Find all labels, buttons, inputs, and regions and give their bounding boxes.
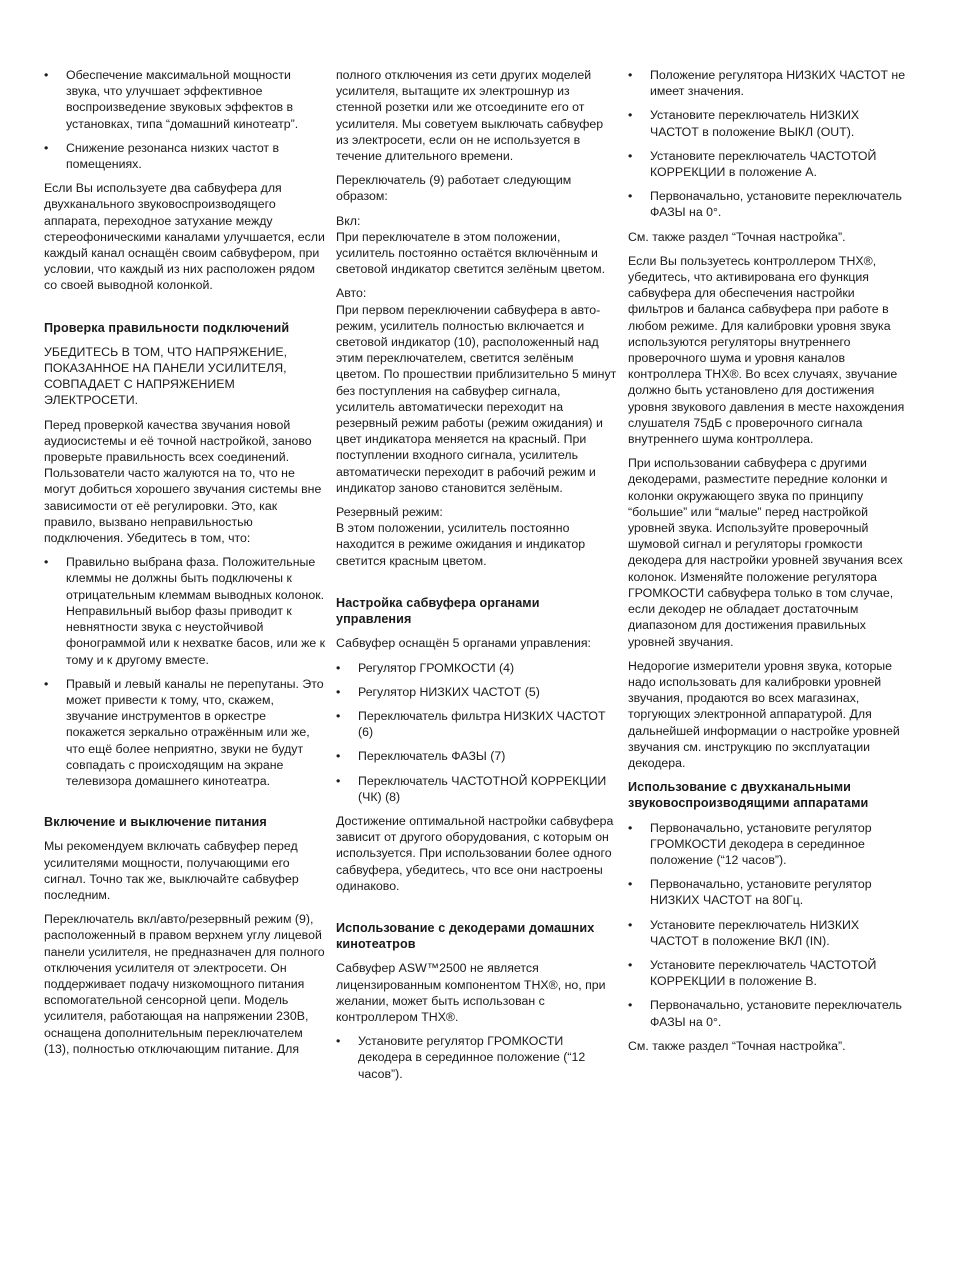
two-channel-list: [628, 820, 910, 1030]
list-item: • Переключатель ЧАСТОТНОЙ КОРРЕКЦИИ (ЧК) (8): [336, 773, 618, 805]
paragraph-optimal: Достижение оптимальной настройки сабвуфера зависит от другого оборудования, с которым он используется. При использовании более одного сабвуфера, убедитесь, что все они настроены одинаково.: [336, 813, 614, 893]
heading-decoders: Использование с декодерами домашних кинотеатров: [336, 920, 595, 952]
paragraph-other-decoders: При использовании сабвуфера с другими декодерами, разместите передние колонки и колонки окружающего звука по принципу “большие” или “малые” перед настройкой уровней звука. Используйте проверочный шумовой сигнал и регуляторы громкости декодера для настройки уровней звучания всех колонок. Изменяйте положение регулятора ГРОМКОСТИ сабвуфера только в том случае, если декодер не обладает достаточным диапазоном для достижения правильных уровней звучания.: [628, 456, 903, 649]
heading-check-connections: Проверка правильности подключений: [44, 320, 290, 335]
column-right: [628, 67, 910, 1062]
list-item: • Правый и левый каналы не перепутаны. Это может привести к тому, что, скажем, звучание инструментов в оркестре покажется зеркально отражённым или же, что ещё более неприятно, звуки не будут совпадать с происходящим на экране телевизора домашнего кинотеатра.: [44, 676, 326, 789]
heading-power: Включение и выключение питания: [44, 815, 267, 830]
list-item: • Установите переключатель ЧАСТОТОЙ КОРРЕКЦИИ в положение А.: [628, 148, 910, 180]
list-item: • Первоначально, установите регулятор ГРОМКОСТИ декодера в серединное положение (“12 часов”).: [628, 820, 910, 869]
list-item: • Переключатель фильтра НИЗКИХ ЧАСТОТ (6): [336, 708, 618, 740]
list-item: • Положение регулятора НИЗКИХ ЧАСТОТ не имеет значения.: [628, 67, 910, 99]
list-item: • Установите переключатель ЧАСТОТОЙ КОРРЕКЦИИ в положение В.: [628, 957, 910, 989]
paragraph-controls: Сабвуфер оснащён 5 органами управления:: [336, 636, 591, 651]
voltage-warning: УБЕДИТЕСЬ В ТОМ, ЧТО НАПРЯЖЕНИЕ, ПОКАЗАННОЕ НА ПАНЕЛИ УСИЛИТЕЛЯ, СОВПАДАЕТ С НАПРЯЖЕНИЕМ ЭЛЕКТРОСЕТИ.: [44, 344, 288, 408]
see-also-fine-tuning: См. также раздел “Точная настройка”.: [628, 229, 846, 244]
benefits-list: [44, 67, 326, 172]
list-item: • Правильно выбрана фаза. Положительные клеммы не должны быть подключены к отрицательным клеммам выводных колонок. Неправильный выбор фазы приводит к невнятности звука с неустойчивой фонограммой или к нехватке басов, или же к тому и к другому вместе.: [44, 554, 326, 667]
list-item: • Установите переключатель НИЗКИХ ЧАСТОТ в положение ВЫКЛ (OUT).: [628, 107, 910, 139]
list-item: • Первоначально, установите переключатель ФАЗЫ на 0°.: [628, 997, 910, 1029]
paragraph-check-connections: Перед проверкой качества звучания новой аудиосистемы и её точной настройкой, заново проверьте правильность всех соединений. Пользователи часто жалуются на то, что не могут добиться хорошего звучания системы вне зависимости от её регулировки. Это, как правило, вызвано неправильностью подключения. Убедитесь в том, что:: [44, 417, 322, 546]
paragraph-decoders: Сабвуфер ASW™2500 не является лицензированным компонентом THX®, но, при желании, может быть использован с контроллером THX®.: [336, 961, 606, 1024]
mode-on-text: При переключателе в этом положении, усилитель постоянно остаётся включённым и световой индикатор светится зелёным цветом.: [336, 229, 606, 277]
list-item: • Регулятор ГРОМКОСТИ (4): [336, 660, 618, 676]
list-item: • Регулятор НИЗКИХ ЧАСТОТ (5): [336, 684, 618, 700]
controls-list: [336, 660, 618, 805]
paragraph-switch-intro: Переключатель (9) работает следующим образом:: [336, 173, 572, 204]
heading-two-channel: Использование с двухканальными звуковоспроизводящими аппаратами: [628, 780, 869, 811]
paragraph-level-meters: Недорогие измерители уровня звука, которые надо использовать для калибровки уровней звучания, продаются во всех магазинах, торгующих электронной аппаратурой. Для дальнейшей информации о настройке уровней звучания см. инструкцию по эксплуатации декодера.: [628, 658, 900, 770]
heading-controls: Настройка сабвуфера органами управления: [336, 595, 540, 627]
paragraph-continued: полного отключения из сети других моделей усилителя, вытащите их электрошнур из стенной розетки или же отсоедините его от усилителя. Мы советуем выключать сабвуфер из электросети, если он не используется в течение длительного времени.: [336, 68, 604, 164]
mode-standby-label: Резервный режим:: [336, 505, 443, 520]
list-item: • Установите регулятор ГРОМКОСТИ декодера в серединное положение (“12 часов”).: [336, 1033, 618, 1082]
column-left: [44, 67, 326, 1065]
mode-standby-text: В этом положении, усилитель постоянно находится в режиме ожидания и индикатор светится красным цветом.: [336, 521, 586, 568]
column-middle: [336, 67, 618, 1090]
paragraph-two-subwoofers: Если Вы используете два сабвуфера для двухканального звуковоспроизводящего аппарата, переходное затухание между стереофоническими каналами улучшается, если каждый канал оснащён своим сабвуфером, при условии, что каждый из них расположен рядом со своей выводной колонкой.: [44, 181, 325, 293]
list-item: • Первоначально, установите регулятор НИЗКИХ ЧАСТОТ на 80Гц.: [628, 876, 910, 908]
mode-auto-text: При первом переключении сабвуфера в авто-режим, усилитель полностью включается и световой индикатор (10), расположенный над этим переключателем, светится зелёным цветом. По прошествии приблизительно 5 минут без поступления на сабвуфер сигнала, усилитель автоматически переходит на резервный режим работы (режим ожидания) и цвет индикатора меняется на красный. При поступлении входного сигнала, усилитель автоматически переходит в рабочий режим и индикатор заново становится зелёным.: [336, 302, 617, 495]
see-also-fine-tuning: См. также раздел “Точная настройка”.: [628, 1038, 846, 1053]
list-item: • Установите переключатель НИЗКИХ ЧАСТОТ в положение ВКЛ (IN).: [628, 917, 910, 949]
mode-on-label: Вкл:: [336, 213, 361, 228]
list-item: • Обеспечение максимальной мощности звука, что улучшает эффективное воспроизведение звуковых эффектов в установках, типа “домашний кинотеатр”.: [44, 67, 326, 132]
mode-auto-label: Авто:: [336, 286, 367, 301]
decoder-setup-list: [628, 67, 910, 221]
decoders-list: [336, 1033, 618, 1082]
paragraph-power-switch: Переключатель вкл/авто/резервный режим (9), расположенный в правом верхнем углу лицевой панели усилителя, не предназначен для полного отключения усилителя от электросети. Он поддерживает подачу низкомощного питания вспомогательной сенсорной цепи. Модель усилителя, работающая на напряжении 230В, оснащена дополнительным переключателем (13), полностью отключающим питание. Для: [44, 912, 325, 1056]
list-item: • Первоначально, установите переключатель ФАЗЫ на 0°.: [628, 188, 910, 220]
check-list: [44, 554, 326, 789]
list-item: • Переключатель ФАЗЫ (7): [336, 748, 618, 764]
paragraph-power-order: Мы рекомендуем включать сабвуфер перед усилителями мощности, получающими его сигнал. Точно так же, выключайте сабвуфер последним.: [44, 839, 299, 902]
paragraph-thx: Если Вы пользуетесь контроллером THX®, убедитесь, что активирована его функция сабвуфера для обеспечения настройки фильтров и баланса сабвуфера при работе в любом режиме. Для калибровки уровня звука используются регуляторы внутреннего проверочного шума и уровня каналов контроллера THX®. Во всех случаях, звучание должно быть установлено для достижения уровня звукового давления в месте нахождения слушателя 75дБ с проверочного сигнала внутреннего шума контроллера.: [628, 253, 905, 447]
list-item: • Снижение резонанса низких частот в помещениях.: [44, 140, 326, 172]
